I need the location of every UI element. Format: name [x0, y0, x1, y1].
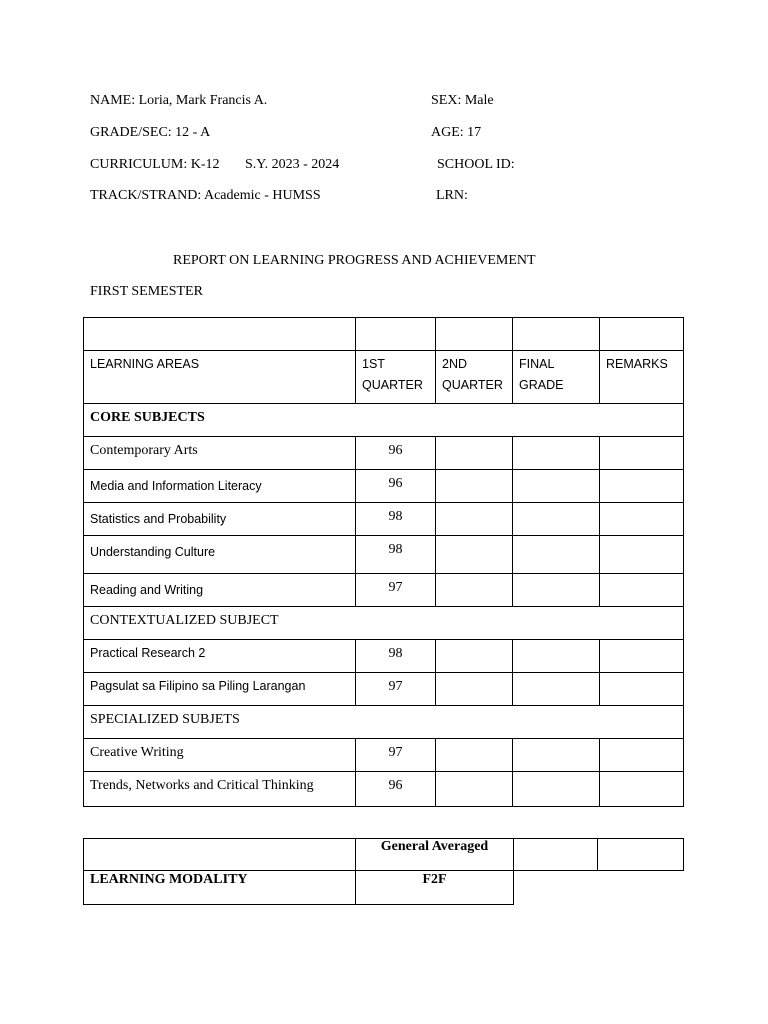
student-track-strand: TRACK/STRAND: Academic - HUMSS — [90, 188, 321, 203]
table-header-row — [84, 351, 684, 404]
section-row-contextualized — [84, 607, 684, 640]
subject-name: Media and Information Literacy — [84, 470, 356, 503]
general-average-label: General Averaged — [356, 839, 514, 871]
header-first-quarter: 1ST QUARTER — [356, 351, 436, 404]
table-row — [84, 640, 684, 673]
subject-q1-grade: 96 — [356, 470, 436, 503]
school-id: SCHOOL ID: — [437, 157, 515, 172]
summary-table — [83, 838, 684, 905]
subject-q1-grade: 98 — [356, 503, 436, 536]
header-final-grade: FINAL GRADE — [513, 351, 600, 404]
subject-q1-grade: 98 — [356, 536, 436, 574]
student-grade-section: GRADE/SEC: 12 - A — [90, 125, 211, 140]
student-curriculum: CURRICULUM: K-12 — [90, 157, 220, 172]
student-sex: SEX: Male — [431, 93, 494, 108]
student-age: AGE: 17 — [431, 125, 482, 140]
table-row — [84, 536, 684, 574]
subject-name: Contemporary Arts — [84, 437, 356, 470]
table-row — [84, 503, 684, 536]
subject-name: Statistics and Probability — [84, 503, 356, 536]
section-row-core — [84, 404, 684, 437]
summary-row-modality — [84, 871, 684, 905]
table-row — [84, 739, 684, 772]
section-contextualized-subject: CONTEXTUALIZED SUBJECT — [84, 607, 684, 640]
table-row — [84, 437, 684, 470]
section-row-specialized — [84, 706, 684, 739]
section-specialized-subjects: SPECIALIZED SUBJETS — [84, 706, 684, 739]
summary-row-average — [84, 839, 684, 871]
grades-table — [83, 317, 684, 807]
learning-modality-label: LEARNING MODALITY — [84, 871, 356, 905]
table-row — [84, 772, 684, 807]
header-learning-areas: LEARNING AREAS — [84, 351, 356, 404]
subject-name: Trends, Networks and Critical Thinking — [84, 772, 356, 807]
table-row — [84, 470, 684, 503]
subject-q1-grade: 97 — [356, 673, 436, 706]
subject-q1-grade: 97 — [356, 574, 436, 607]
header-remarks: REMARKS — [600, 351, 684, 404]
learning-modality-value: F2F — [356, 871, 514, 905]
subject-name: Pagsulat sa Filipino sa Piling Larangan — [84, 673, 356, 706]
report-title: REPORT ON LEARNING PROGRESS AND ACHIEVEMENT — [173, 253, 536, 268]
table-blank-row — [84, 318, 684, 351]
subject-q1-grade: 97 — [356, 739, 436, 772]
subject-name: Practical Research 2 — [84, 640, 356, 673]
subject-name: Creative Writing — [84, 739, 356, 772]
table-row — [84, 673, 684, 706]
subject-name: Reading and Writing — [84, 574, 356, 607]
subject-name: Understanding Culture — [84, 536, 356, 574]
subject-q1-grade: 98 — [356, 640, 436, 673]
student-lrn: LRN: — [436, 188, 468, 203]
student-name: NAME: Loria, Mark Francis A. — [90, 93, 268, 108]
school-year: S.Y. 2023 - 2024 — [245, 157, 340, 172]
header-second-quarter: 2ND QUARTER — [436, 351, 513, 404]
table-row — [84, 574, 684, 607]
section-core-subjects: CORE SUBJECTS — [84, 404, 684, 437]
subject-q1-grade: 96 — [356, 437, 436, 470]
general-average-value — [514, 839, 598, 871]
subject-q1-grade: 96 — [356, 772, 436, 807]
semester-label: FIRST SEMESTER — [90, 284, 203, 299]
